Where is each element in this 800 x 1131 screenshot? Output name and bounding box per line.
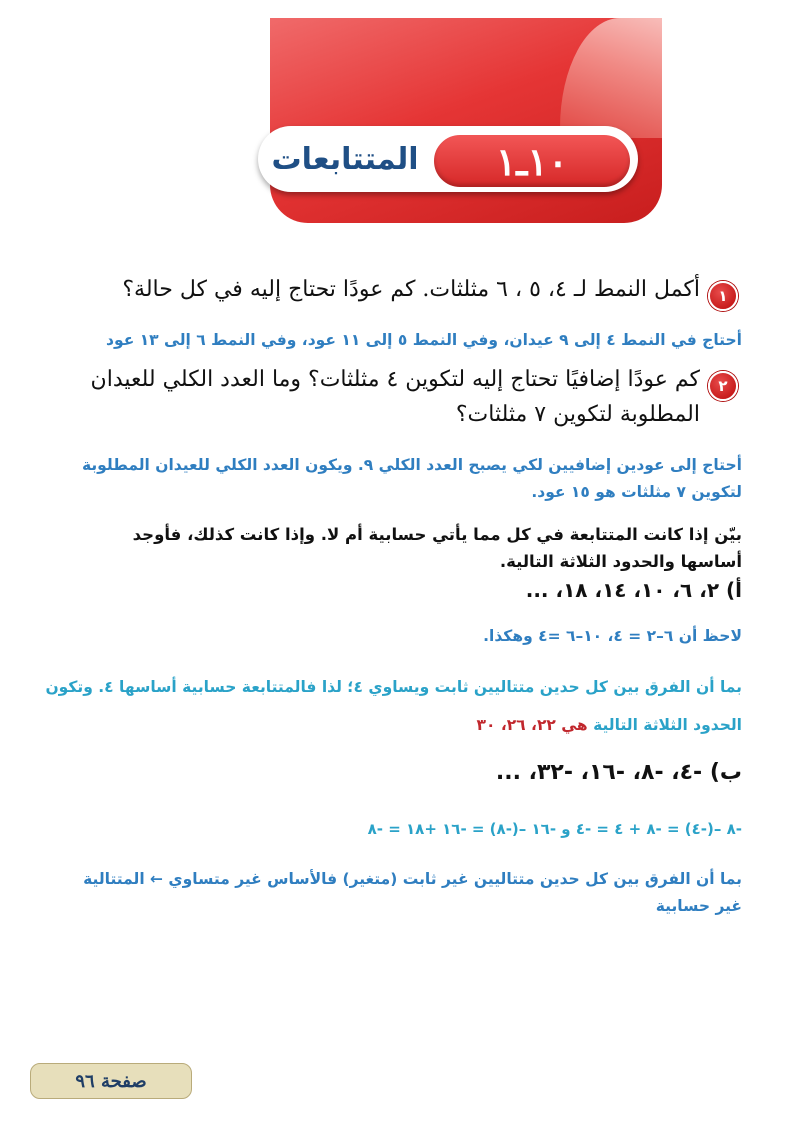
- page-number-box: صفحة ٩٦: [30, 1063, 192, 1099]
- part-a-answer-line-1: بما أن الفرق بين كل حدين متتاليين ثابت ويساوي ٤؛ لذا فالمتتابعة حسابية أساسها ٤. وتكون: [45, 678, 742, 696]
- question-2-answer-line-1: أحتاج إلى عودين إضافيين لكي يصبح العدد الكلي ٩. ويكون العدد الكلي للعيدان المطلوبة: [81, 456, 742, 474]
- part-b-answer-line-2: غير حسابية: [655, 897, 742, 915]
- lesson-number-badge: ١٠ـ١: [432, 133, 632, 189]
- exercise-part-b: ب) -٤، -٨، -١٦، -٣٢، ...: [495, 760, 742, 785]
- question-1-badge: ١: [708, 281, 738, 311]
- part-a-note: لاحظ أن ٦–٢ = ٤، ١٠–٦ =٤ وهكذا.: [483, 627, 742, 645]
- question-2-badge: ٢: [708, 371, 738, 401]
- exercise-instruction-line-1: بيّن إذا كانت المتتابعة في كل مما يأتي حسابية أم لا. وإذا كانت كذلك، فأوجد: [132, 525, 742, 544]
- part-b-answer-line-1: بما أن الفرق بين كل حدين متتاليين غير ثابت (متغير) فالأساس غير متساوي ← المتتالية: [83, 870, 742, 888]
- question-1-text: أكمل النمط لـ ٤، ٥ ، ٦ مثلثات. كم عودًا تحتاج إليه في كل حالة؟: [122, 277, 700, 302]
- exercise-instruction-line-2: أساسها والحدود الثلاثة التالية.: [499, 552, 742, 571]
- question-2-line-1: كم عودًا إضافيًا تحتاج إليه لتكوين ٤ مثلثات؟ وما العدد الكلي للعيدان: [90, 367, 700, 392]
- part-a-next-terms: هي ٢٢، ٢٦، ٣٠: [476, 716, 588, 734]
- question-2-answer-line-2: لتكوين ٧ مثلثات هو ١٥ عود.: [531, 483, 742, 501]
- part-b-calculation: -٨ –(-٤) = -٨ + ٤ = -٤ و -١٦ –(-٨) = -١٦ +١٨ = -٨: [367, 820, 742, 838]
- question-1-answer: أحتاج في النمط ٤ إلى ٩ عيدان، وفي النمط ٥ إلى ١١ عود، وفي النمط ٦ إلى ١٣ عود: [106, 331, 742, 349]
- exercise-part-a: أ) ٢، ٦، ١٠، ١٤، ١٨، ...: [525, 578, 742, 602]
- part-a-answer-line-2: الحدود الثلاثة التالية هي ٢٢، ٢٦، ٣٠: [476, 716, 742, 734]
- lesson-title: المتتابعات: [271, 141, 419, 177]
- question-2-line-2: المطلوبة لتكوين ٧ مثلثات؟: [455, 402, 700, 427]
